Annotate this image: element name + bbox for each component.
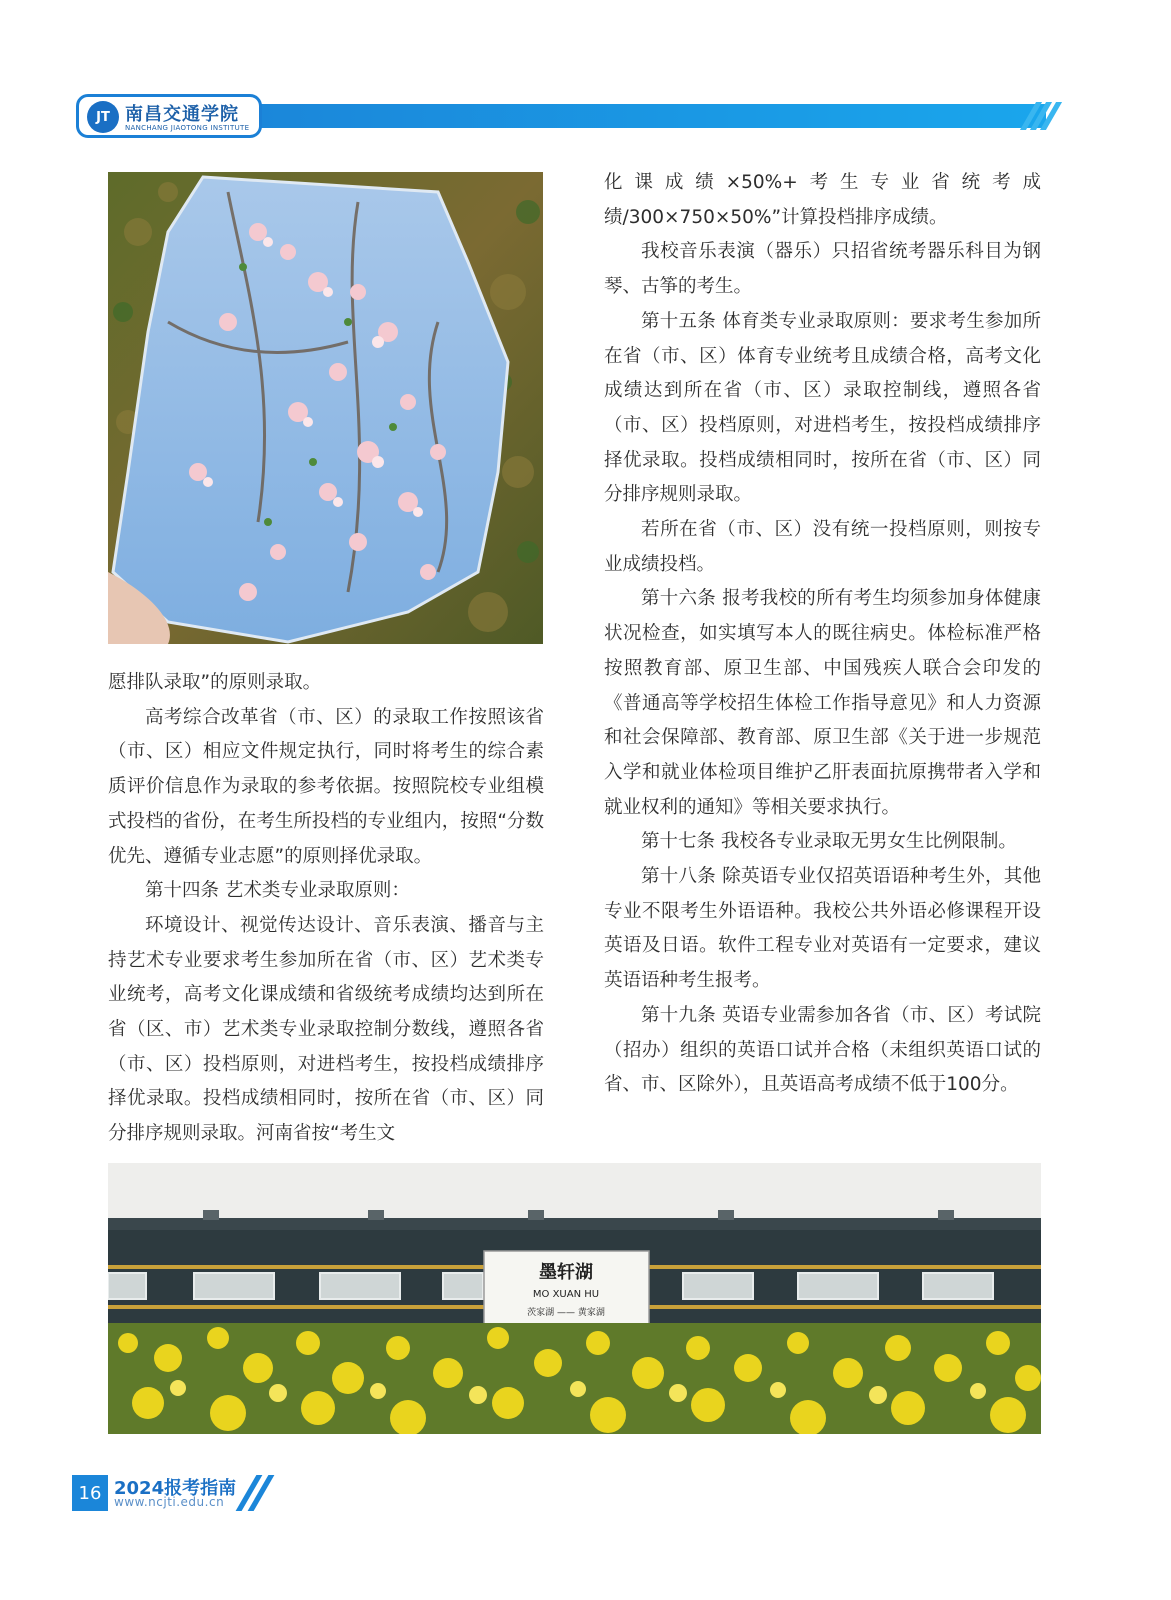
- paragraph: 愿排队录取”的原则录取。: [108, 672, 322, 693]
- institute-logo: [76, 94, 262, 138]
- page-number: 16: [72, 1475, 108, 1511]
- train-sign-name: 墨轩湖: [539, 1262, 593, 1283]
- paragraph: 高考综合改革省（市、区）的录取工作按照该省（市、区）相应文件规定执行，同时将考生的综合素质评价信息作为录取的参考依据。按照院校专业组模式投档的省份，在考生所投档的专业组内，按照“分数优先、遵循专业志愿”的原则择优录取。: [108, 706, 544, 867]
- paragraph: 环境设计、视觉传达设计、音乐表演、播音与主持艺术专业要求考生参加所在省（市、区）艺术类专业统考，高考文化课成绩和省级统考成绩均达到所在省（区、市）艺术类专业录取控制分数线，遵照各省（市、区）投档原则，对进档考生，按投档成绩排序择优录取。投档成绩相同时，按所在省（市、区）同分排序规则录取。河南省按“考生文: [108, 914, 544, 1145]
- train-sign-pinyin: MO XUAN HU: [532, 1289, 600, 1300]
- paragraph: 第十六条 报考我校的所有考生均须参加身体健康状况检查，如实填写本人的既往病史。体检标准严格按照教育部、原卫生部、中国残疾人联合会印发的《普通高等学校招生体检工作指导意见》和人力资源和社会保障部、教育部、原卫生部《关于进一步规范入学和就业体检项目维护乙肝表面抗原携带者入学和就业权利的通知》等相关要求执行。: [604, 588, 1041, 818]
- header-stripes: [1020, 102, 1066, 130]
- paragraph: 若所在省（市、区）没有统一投档原则，则按专业成绩投档。: [604, 519, 1041, 575]
- paragraph: 化课成绩×50%+考生专业省统考成绩/300×750×50%”计算投档排序成绩。: [604, 172, 1041, 228]
- paragraph: 第十七条 我校各专业录取无男女生比例限制。: [641, 831, 1017, 853]
- blossom-mirror-photo: [108, 172, 543, 644]
- header-band: [76, 94, 1066, 138]
- right-text-column: [604, 166, 1041, 1103]
- paragraph: 第十八条 除英语专业仅招英语语种考生外，其他专业不限考生外语语种。我校公共外语必修课程开设英语及日语。软件工程专业对英语有一定要求，建议英语语种考生报考。: [604, 866, 1041, 992]
- logo-mark-icon: JT: [87, 101, 119, 133]
- footer-title: 2024报考指南: [114, 1478, 237, 1499]
- paragraph: 第十四条 艺术类专业录取原则：: [145, 880, 410, 902]
- footer-stripes: [238, 1475, 278, 1511]
- train-sign-route: 茨家湖 —— 黄家湖: [527, 1308, 605, 1318]
- footer-url: www.ncjti.edu.cn: [114, 1495, 225, 1509]
- paragraph: 第十九条 英语专业需参加各省（市、区）考试院（招办）组织的英语口试并合格（未组织英语口试的省、市、区除外），且英语高考成绩不低于100分。: [604, 1004, 1041, 1096]
- logo-english-name: NANCHANG JIAOTONG INSTITUTE: [125, 124, 250, 132]
- paragraph: 第十五条 体育类专业录取原则：要求考生参加所在省（市、区）体育专业统考且成绩合格，高考文化成绩达到所在省（市、区）录取控制线，遵照各省（市、区）投档原则，对进档考生，按投档成绩排序择优录取。投档成绩相同时，按所在省（市、区）同分排序规则录取。: [604, 310, 1041, 506]
- train-rapeseed-photo: [108, 1163, 1041, 1434]
- paragraph: 我校音乐表演（器乐）只招省统考器乐科目为钢琴、古筝的考生。: [604, 241, 1041, 298]
- logo-chinese-name: 南昌交通学院: [125, 104, 239, 125]
- left-text-column: [108, 666, 544, 1152]
- header-bar: [236, 104, 1046, 128]
